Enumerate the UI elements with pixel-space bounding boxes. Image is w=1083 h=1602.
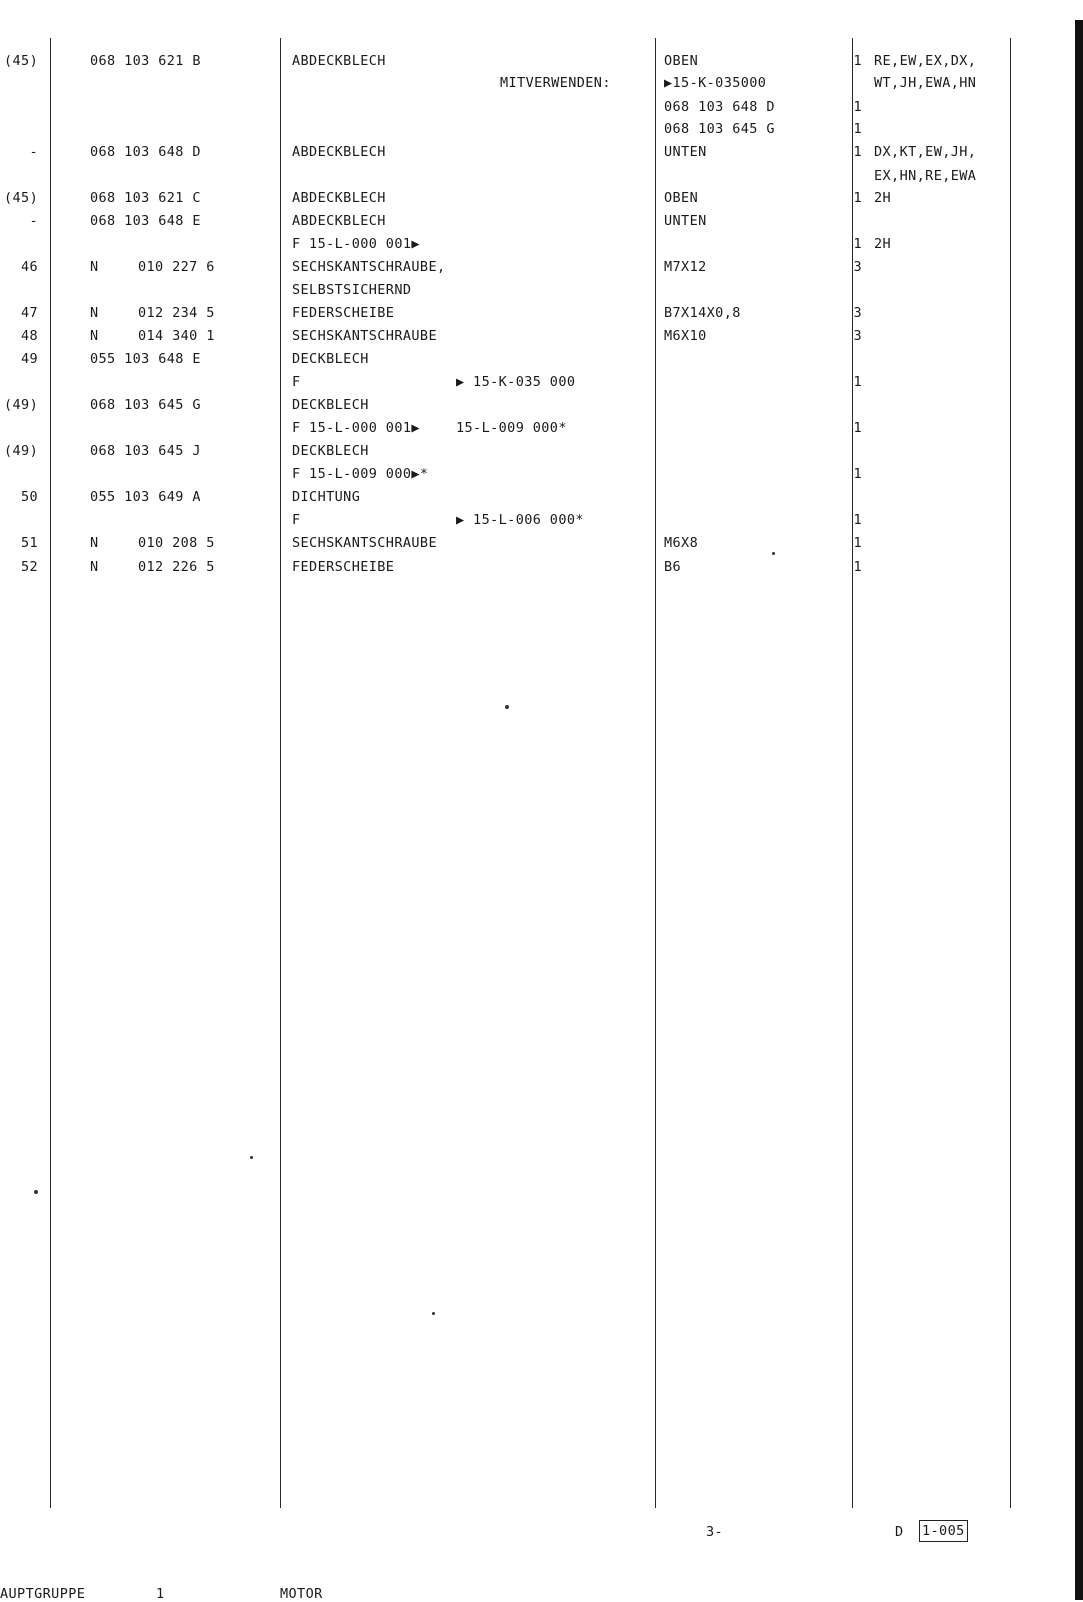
table-row — [0, 302, 1083, 325]
model-codes: 2H — [874, 190, 892, 206]
table-row — [0, 440, 1083, 463]
quantity: 1 — [853, 559, 862, 575]
remark: M6X8 — [664, 535, 699, 551]
part-number: 012 234 5 — [138, 305, 215, 321]
remark: ▶15-K-035000 — [664, 75, 767, 91]
part-number: 068 103 621 B — [90, 53, 201, 69]
remark: 068 103 645 G — [664, 121, 775, 137]
description: ABDECKBLECH — [292, 53, 386, 69]
hauptgruppe-name: MOTOR — [280, 1586, 323, 1602]
scan-speck — [34, 1190, 38, 1194]
description: DECKBLECH — [292, 443, 369, 459]
position-number: 50 — [20, 489, 38, 505]
quantity: 1 — [853, 512, 862, 528]
remark: UNTEN — [664, 213, 707, 229]
position-number: 46 — [20, 259, 38, 275]
remark: OBEN — [664, 53, 699, 69]
position-number: 48 — [20, 328, 38, 344]
description: F 15-L-000 001▶ — [292, 236, 420, 252]
table-row — [0, 72, 1083, 95]
part-number: 014 340 1 — [138, 328, 215, 344]
quantity: 1 — [853, 236, 862, 252]
table-row — [0, 509, 1083, 532]
table-row — [0, 325, 1083, 348]
position-number: 51 — [20, 535, 38, 551]
quantity: 1 — [853, 144, 862, 160]
norm-flag: N — [90, 305, 99, 321]
table-row — [0, 371, 1083, 394]
quantity: 1 — [853, 190, 862, 206]
serial-range: ▶ 15-L-006 000* — [456, 512, 584, 528]
norm-flag: N — [90, 259, 99, 275]
position-number: (45) — [4, 190, 39, 206]
position-number: (49) — [4, 443, 39, 459]
description: ABDECKBLECH — [292, 190, 386, 206]
hauptgruppe-label: AUPTGRUPPE — [0, 1586, 86, 1602]
table-row — [0, 556, 1083, 579]
scan-speck — [432, 1312, 435, 1315]
part-number: 012 226 5 — [138, 559, 215, 575]
quantity: 1 — [853, 53, 862, 69]
model-codes: RE,EW,EX,DX, — [874, 53, 977, 69]
table-row — [0, 417, 1083, 440]
part-number: 055 103 648 E — [90, 351, 201, 367]
description: FEDERSCHEIBE — [292, 559, 395, 575]
part-number: 010 227 6 — [138, 259, 215, 275]
table-row — [0, 463, 1083, 486]
page-number: 3- — [706, 1524, 724, 1540]
table-row — [0, 279, 1083, 302]
description: ABDECKBLECH — [292, 213, 386, 229]
norm-flag: N — [90, 535, 99, 551]
description: F 15-L-009 000▶* — [292, 466, 429, 482]
part-number: 010 208 5 — [138, 535, 215, 551]
table-row — [0, 486, 1083, 509]
remark: B7X14X0,8 — [664, 305, 741, 321]
table-row — [0, 210, 1083, 233]
page-code-box: 1-005 — [919, 1520, 968, 1542]
description: F 15-L-000 001▶ — [292, 420, 420, 436]
quantity: 1 — [853, 99, 862, 115]
hauptgruppe-number: 1 — [156, 1586, 165, 1602]
description: DECKBLECH — [292, 397, 369, 413]
position-number: 52 — [20, 559, 38, 575]
model-codes: DX,KT,EW,JH, — [874, 144, 977, 160]
remark: UNTEN — [664, 144, 707, 160]
table-row — [0, 165, 1083, 188]
norm-flag: N — [90, 559, 99, 575]
position-number: 49 — [20, 351, 38, 367]
table-row — [0, 233, 1083, 256]
part-number: 068 103 645 J — [90, 443, 201, 459]
quantity: 3 — [853, 328, 862, 344]
table-row — [0, 187, 1083, 210]
position-number: (49) — [4, 397, 39, 413]
model-codes: WT,JH,EWA,HN — [874, 75, 977, 91]
quantity: 1 — [853, 121, 862, 137]
quantity: 3 — [853, 305, 862, 321]
remark: 068 103 648 D — [664, 99, 775, 115]
model-codes: EX,HN,RE,EWA — [874, 168, 977, 184]
remark: M6X10 — [664, 328, 707, 344]
description: SECHSKANTSCHRAUBE — [292, 535, 437, 551]
part-number: 068 103 648 E — [90, 213, 201, 229]
table-row — [0, 256, 1083, 279]
scan-speck — [250, 1156, 253, 1159]
description: F — [292, 374, 301, 390]
position-number: (45) — [4, 53, 39, 69]
description: FEDERSCHEIBE — [292, 305, 395, 321]
quantity: 1 — [853, 420, 862, 436]
position-number: - — [29, 144, 38, 160]
scan-speck — [505, 705, 509, 709]
description: SECHSKANTSCHRAUBE — [292, 328, 437, 344]
description: DICHTUNG — [292, 489, 361, 505]
position-number: - — [29, 213, 38, 229]
serial-range: 15-L-009 000* — [456, 420, 567, 436]
serial-range: MITVERWENDEN: — [500, 75, 611, 91]
table-row — [0, 348, 1083, 371]
description: SECHSKANTSCHRAUBE, — [292, 259, 446, 275]
table-row — [0, 532, 1083, 555]
remark: M7X12 — [664, 259, 707, 275]
remark: B6 — [664, 559, 682, 575]
description: DECKBLECH — [292, 351, 369, 367]
remark: OBEN — [664, 190, 699, 206]
model-codes: 2H — [874, 236, 892, 252]
part-number: 068 103 645 G — [90, 397, 201, 413]
language-code: D — [895, 1524, 904, 1540]
table-row — [0, 394, 1083, 417]
table-row — [0, 141, 1083, 164]
quantity: 1 — [853, 374, 862, 390]
part-number: 068 103 621 C — [90, 190, 201, 206]
part-number: 055 103 649 A — [90, 489, 201, 505]
description: F — [292, 512, 301, 528]
table-row — [0, 118, 1083, 141]
part-number: 068 103 648 D — [90, 144, 201, 160]
position-number: 47 — [20, 305, 38, 321]
scan-speck — [772, 552, 775, 555]
table-row — [0, 96, 1083, 119]
description: SELBSTSICHERND — [292, 282, 412, 298]
table-row — [0, 50, 1083, 73]
quantity: 1 — [853, 466, 862, 482]
quantity: 3 — [853, 259, 862, 275]
description: ABDECKBLECH — [292, 144, 386, 160]
norm-flag: N — [90, 328, 99, 344]
quantity: 1 — [853, 535, 862, 551]
serial-range: ▶ 15-K-035 000 — [456, 374, 576, 390]
